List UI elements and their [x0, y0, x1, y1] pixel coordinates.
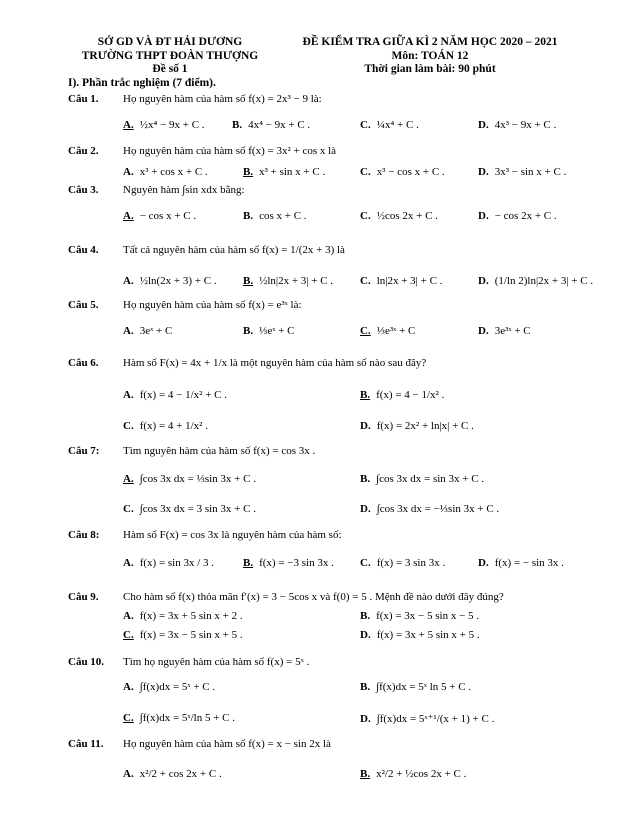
answer-4c[interactable]: C. ln|2x + 3| + C .	[360, 275, 443, 287]
question-number: Câu 3.	[68, 184, 99, 196]
answer-10a[interactable]: A. ∫f(x)dx = 5ˣ + C .	[123, 681, 216, 693]
answer-6c[interactable]: C. f(x) = 4 + 1/x² .	[123, 420, 208, 432]
exam-duration: Thời gian làm bài: 90 phút	[364, 63, 496, 75]
question-text: Tìm nguyên hàm của hàm số f(x) = cos 3x .	[123, 445, 316, 457]
answer-3a[interactable]: A. − cos x + C .	[123, 210, 197, 222]
question-text: Tìm họ nguyên hàm của hàm số f(x) = 5ˣ .	[123, 656, 310, 668]
answer-11b[interactable]: B. x²/2 + ½cos 2x + C .	[360, 768, 467, 780]
question-number: Câu 4.	[68, 244, 99, 256]
answer-5d[interactable]: D. 3e³ˣ + C	[478, 325, 531, 337]
question-number: Câu 5.	[68, 299, 99, 311]
exam-title: ĐỀ KIỂM TRA GIỮA KÌ 2 NĂM HỌC 2020 – 2021	[302, 36, 558, 48]
answer-2c[interactable]: C. x³ − cos x + C .	[360, 166, 445, 178]
answer-9b[interactable]: B. f(x) = 3x − 5 sin x − 5 .	[360, 610, 480, 622]
question-number: Câu 7:	[68, 445, 100, 457]
answer-2b[interactable]: B. x³ + sin x + C .	[243, 166, 326, 178]
answer-1a[interactable]: A. ½x⁴ − 9x + C .	[123, 119, 205, 131]
question-number: Câu 10.	[68, 656, 105, 668]
question-text: Họ nguyên hàm của hàm số f(x) = x − sin 2x là	[123, 738, 331, 750]
question-text: Cho hàm số f(x) thỏa mãn f′(x) = 3 − 5cos x và f(0) = 5 . Mệnh đề nào dưới đây đúng?	[123, 591, 504, 603]
answer-6b[interactable]: B. f(x) = 4 − 1/x² .	[360, 389, 445, 401]
answer-10c[interactable]: C. ∫f(x)dx = 5ˣ/ln 5 + C .	[123, 712, 235, 724]
answer-8c[interactable]: C. f(x) = 3 sin 3x .	[360, 557, 446, 569]
answer-9a[interactable]: A. f(x) = 3x + 5 sin x + 2 .	[123, 610, 243, 622]
answer-6d[interactable]: D. f(x) = 2x² + ln|x| + C .	[360, 420, 474, 432]
answer-1b[interactable]: B. 4x⁴ − 9x + C .	[232, 119, 311, 131]
answer-7d[interactable]: D. ∫cos 3x dx = −⅓sin 3x + C .	[360, 503, 500, 515]
answer-7c[interactable]: C. ∫cos 3x dx = 3 sin 3x + C .	[123, 503, 256, 515]
answer-8b[interactable]: B. f(x) = −3 sin 3x .	[243, 557, 334, 569]
section-title: I). Phần trắc nghiệm (7 điểm).	[68, 77, 216, 89]
question-number: Câu 1.	[68, 93, 99, 105]
question-text: Hàm số F(x) = 4x + 1/x là một nguyên hàm của hàm số nào sau đây?	[123, 357, 427, 369]
question-text: Họ nguyên hàm của hàm số f(x) = e³ˣ là:	[123, 299, 302, 311]
question-number: Câu 8:	[68, 529, 100, 541]
answer-7b[interactable]: B. ∫cos 3x dx = sin 3x + C .	[360, 473, 485, 485]
question-text: Nguyên hàm ∫sin xdx bằng:	[123, 184, 245, 196]
question-text: Họ nguyên hàm của hàm số f(x) = 2x³ − 9 là:	[123, 93, 322, 105]
answer-2a[interactable]: A. x³ + cos x + C .	[123, 166, 208, 178]
answer-8a[interactable]: A. f(x) = sin 3x / 3 .	[123, 557, 215, 569]
school-name: TRƯỜNG THPT ĐOÀN THƯỢNG	[81, 50, 259, 62]
exam-subject: Môn: TOÁN 12	[391, 50, 469, 62]
answer-4d[interactable]: D. (1/ln 2)ln|2x + 3| + C .	[478, 275, 594, 287]
answer-6a[interactable]: A. f(x) = 4 − 1/x² + C .	[123, 389, 227, 401]
answer-7a[interactable]: A. ∫cos 3x dx = ⅓sin 3x + C .	[123, 473, 256, 485]
answer-4b[interactable]: B. ½ln|2x + 3| + C .	[243, 275, 334, 287]
question-text: Hàm số F(x) = cos 3x là nguyên hàm của hàm số:	[123, 529, 342, 541]
answer-9d[interactable]: D. f(x) = 3x + 5 sin x + 5 .	[360, 629, 480, 641]
question-text: Tất cả nguyên hàm của hàm số f(x) = 1/(2x + 3) là	[123, 244, 345, 256]
question-number: Câu 9.	[68, 591, 99, 603]
answer-3d[interactable]: D. − cos 2x + C .	[478, 210, 557, 222]
answer-3c[interactable]: C. ½cos 2x + C .	[360, 210, 438, 222]
answer-2d[interactable]: D. 3x³ − sin x + C .	[478, 166, 567, 178]
answer-10b[interactable]: B. ∫f(x)dx = 5ˣ ln 5 + C .	[360, 681, 472, 693]
answer-1d[interactable]: D. 4x³ − 9x + C .	[478, 119, 557, 131]
answer-5a[interactable]: A. 3eˣ + C	[123, 325, 173, 337]
question-text: Họ nguyên hàm của hàm số f(x) = 3x² + cos x là	[123, 145, 337, 157]
question-number: Câu 11.	[68, 738, 104, 750]
answer-4a[interactable]: A. ½ln(2x + 3) + C .	[123, 275, 217, 287]
answer-5b[interactable]: B. ⅓eˣ + C	[243, 325, 295, 337]
question-number: Câu 2.	[68, 145, 99, 157]
answer-10d[interactable]: D. ∫f(x)dx = 5ˣ⁺¹/(x + 1) + C .	[360, 713, 495, 725]
answer-5c[interactable]: C. ⅓e³ˣ + C	[360, 325, 416, 337]
answer-11a[interactable]: A. x²/2 + cos 2x + C .	[123, 768, 222, 780]
question-number: Câu 6.	[68, 357, 99, 369]
school-dept: SỞ GD VÀ ĐT HẢI DƯƠNG	[97, 36, 243, 48]
exam-code: Đề số 1	[152, 63, 188, 75]
answer-3b[interactable]: B. cos x + C .	[243, 210, 307, 222]
answer-1c[interactable]: C. ¼x⁴ + C .	[360, 119, 419, 131]
answer-9c[interactable]: C. f(x) = 3x − 5 sin x + 5 .	[123, 629, 243, 641]
answer-8d[interactable]: D. f(x) = − sin 3x .	[478, 557, 564, 569]
